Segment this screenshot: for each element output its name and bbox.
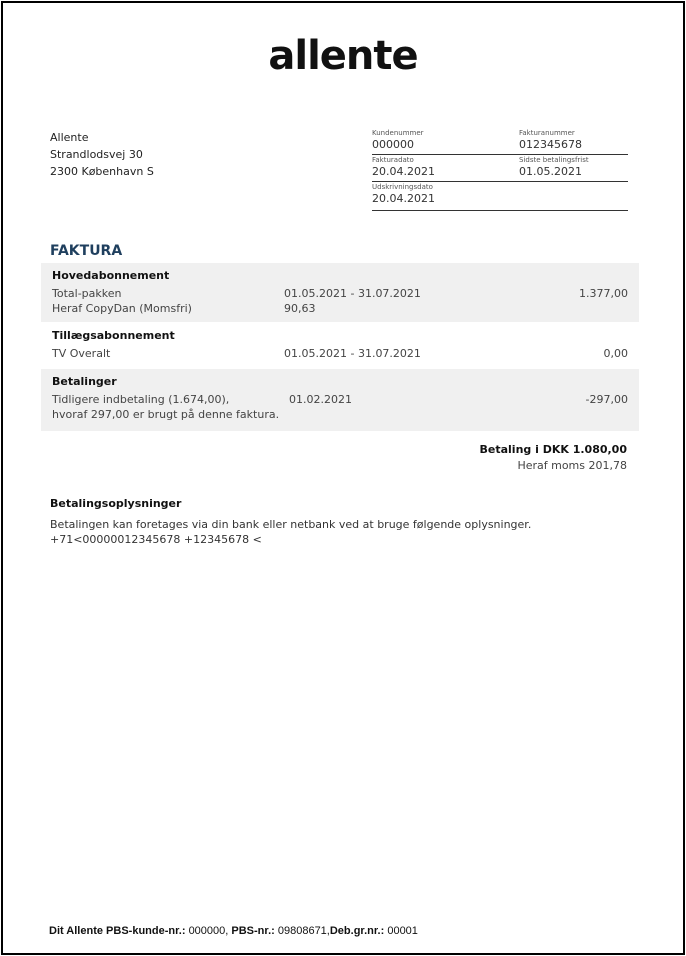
section-title: Hovedabonnement [52, 269, 170, 282]
line-description: Heraf CopyDan (Momsfri) [52, 302, 192, 315]
line-description: TV Overalt [52, 347, 111, 360]
meta-betalingsfrist [519, 156, 628, 181]
meta-row-2 [372, 155, 628, 182]
invoice-sections [41, 263, 639, 431]
kundenummer-value: 000000 [372, 138, 414, 151]
total-amount: Betaling i DKK 1.080,00 [479, 443, 627, 456]
meta-fakturanummer [519, 129, 628, 154]
payment-code: +71<00000012345678 +12345678 < [50, 533, 262, 546]
vat-amount: Heraf moms 201,78 [517, 459, 627, 472]
line-description: hvoraf 297,00 er brugt på denne faktura. [52, 408, 280, 421]
section-hovedabonnement [41, 263, 639, 322]
address-name: Allente [50, 131, 89, 144]
invoice-line [52, 301, 628, 316]
line-period: 90,63 [284, 302, 316, 315]
line-period: 01.05.2021 - 31.07.2021 [284, 287, 421, 300]
fakturanummer-label: Fakturanummer [519, 129, 575, 137]
invoice-line [52, 392, 628, 407]
betalingsfrist-label: Sidste betalingsfrist [519, 156, 589, 164]
section-tillaegsabonnement [41, 322, 639, 369]
line-amount [484, 301, 628, 316]
invoice-meta-table [372, 128, 628, 211]
line-amount: 0,00 [603, 347, 628, 360]
payment-info [50, 496, 531, 547]
invoice-line [52, 407, 628, 422]
invoice-title: FAKTURA [50, 243, 123, 259]
udskrivningsdato-value: 20.04.2021 [372, 192, 435, 205]
line-period: 01.02.2021 [289, 393, 352, 406]
allente-logo: allente [268, 33, 418, 79]
footer-deb-value: 00001 [387, 925, 418, 937]
betalingsfrist-value: 01.05.2021 [519, 165, 582, 178]
footer-pbs-value: 09808671, [277, 925, 330, 937]
footer-kunde-label: Dit Allente PBS-kunde-nr.: [49, 925, 186, 937]
meta-row-3 [372, 182, 628, 211]
line-description: Total-pakken [52, 287, 122, 300]
payment-info-title: Betalingsoplysninger [50, 497, 182, 510]
address-city: 2300 København S [50, 165, 154, 178]
line-amount: -297,00 [585, 393, 628, 406]
section-betalinger [41, 369, 639, 431]
invoice-line [52, 286, 628, 301]
line-description: Tidligere indbetaling (1.674,00), [52, 393, 230, 406]
fakturadato-label: Fakturadato [372, 156, 414, 164]
invoice-line [52, 346, 628, 361]
meta-fakturadato [372, 156, 519, 181]
invoice-page [1, 1, 685, 955]
meta-udskrivningsdato [372, 183, 519, 210]
footer-deb-label: Deb.gr.nr.: [329, 925, 385, 937]
meta-kundenummer [372, 129, 519, 154]
line-period: 01.05.2021 - 31.07.2021 [284, 347, 421, 360]
line-amount: 1.377,00 [579, 287, 628, 300]
kundenummer-label: Kundenummer [372, 129, 424, 137]
section-title: Betalinger [52, 375, 117, 388]
payment-info-text: Betalingen kan foretages via din bank eller netbank ved at bruge følgende oplysninger. [50, 518, 532, 531]
meta-row-1 [372, 128, 628, 155]
udskrivningsdato-label: Udskrivningsdato [372, 183, 433, 191]
footer-kunde-value: 000000, [188, 925, 229, 937]
fakturadato-value: 20.04.2021 [372, 165, 435, 178]
fakturanummer-value: 012345678 [519, 138, 582, 151]
sender-address [50, 129, 154, 180]
footer-pbs-info [49, 925, 418, 937]
footer-pbs-label: PBS-nr.: [231, 925, 275, 937]
section-title: Tillægsabonnement [52, 329, 175, 342]
invoice-totals [480, 442, 628, 474]
address-street: Strandlodsvej 30 [50, 148, 143, 161]
